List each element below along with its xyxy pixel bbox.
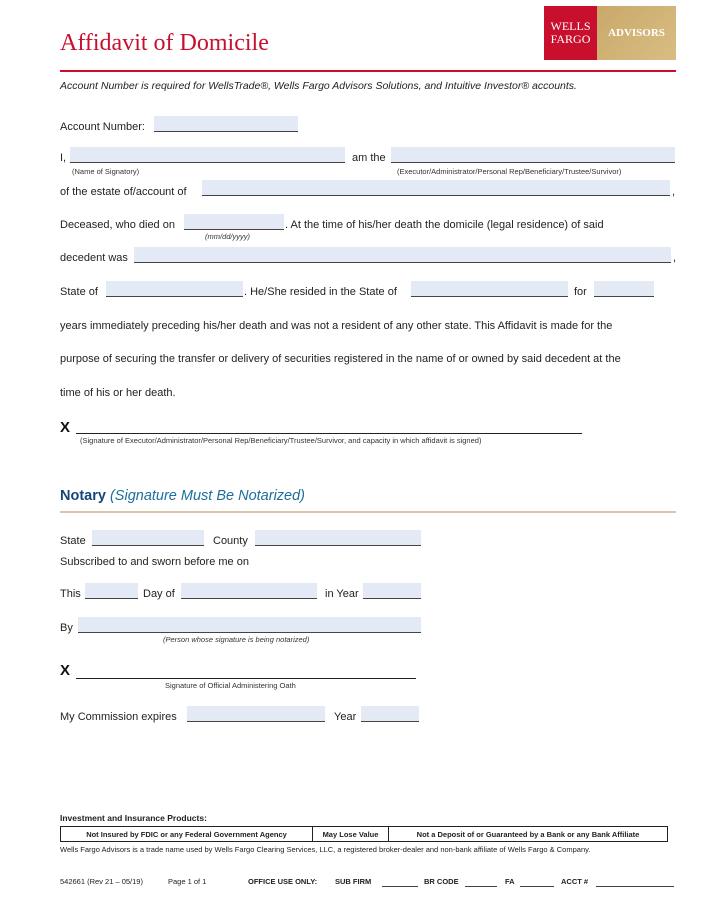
- notary-year-field[interactable]: [363, 583, 421, 599]
- estate-comma: ,: [672, 186, 676, 198]
- affidavit-text-line2: purpose of securing the transfer or delivery of securities registered in the name of or owned by said decedent at the: [60, 353, 621, 365]
- domicile-text: . At the time of his/her death the domicile (legal residence) of said: [285, 219, 604, 231]
- account-number-label: Account Number:: [60, 121, 145, 133]
- official-signature-line[interactable]: [76, 678, 416, 679]
- resided-state-field[interactable]: [411, 281, 568, 297]
- in-year-label: in Year: [325, 588, 359, 600]
- this-label: This: [60, 588, 81, 600]
- estate-label: of the estate of/account of: [60, 186, 187, 198]
- notarized-person-field[interactable]: [78, 617, 421, 633]
- signatory-name-caption: (Name of Signatory): [72, 167, 140, 176]
- commission-year-field[interactable]: [361, 706, 419, 722]
- sub-firm-field[interactable]: [382, 873, 418, 887]
- by-label: By: [60, 622, 73, 634]
- br-code-label: BR CODE: [424, 877, 459, 886]
- logo-line1: WELLS: [550, 19, 591, 33]
- decedent-comma: ,: [673, 252, 677, 264]
- deceased-label: Deceased, who died on: [60, 219, 175, 231]
- notary-heading: [60, 488, 305, 504]
- affidavit-text-line3: time of his or her death.: [60, 387, 176, 399]
- affidavit-text-line1: years immediately preceding his/her death and was not a resident of any other state. This Affidavit is made for the: [60, 320, 613, 332]
- disclosure-fdic: Not Insured by FDIC or any Federal Government Agency: [61, 827, 313, 841]
- state-of-label: State of: [60, 286, 98, 298]
- disclosure-box: [60, 826, 668, 842]
- notary-state-field[interactable]: [92, 530, 204, 546]
- date-of-death-field[interactable]: [184, 214, 284, 230]
- am-the-label: am the: [352, 152, 386, 164]
- account-number-note: Account Number is required for WellsTrade®, Wells Fargo Advisors Solutions, and Intuitive Investor® accounts.: [60, 80, 577, 92]
- person-caption: (Person whose signature is being notarized): [163, 635, 310, 644]
- years-field[interactable]: [594, 281, 654, 297]
- signatory-name-field[interactable]: [70, 147, 345, 163]
- acct-label: ACCT #: [561, 877, 589, 886]
- date-format-caption: (mm/dd/yyyy): [205, 232, 250, 241]
- account-number-field[interactable]: [154, 116, 298, 132]
- commission-expires-field[interactable]: [187, 706, 325, 722]
- official-x-mark: X: [60, 662, 71, 679]
- resided-label: . He/She resided in the State of: [244, 286, 397, 298]
- wells-fargo-advisors-logo: [544, 6, 676, 60]
- commission-label: My Commission expires: [60, 711, 177, 723]
- acct-field[interactable]: [596, 873, 674, 887]
- advisors-logo-text: ADVISORS: [597, 6, 676, 60]
- disclosure-not-deposit: Not a Deposit of or Guaranteed by a Bank or any Bank Affiliate: [416, 829, 640, 839]
- for-label: for: [574, 286, 587, 298]
- decedent-was-label: decedent was: [60, 252, 128, 264]
- state-of-field[interactable]: [106, 281, 243, 297]
- notary-heading-italic: (Signature Must Be Notarized): [109, 488, 305, 504]
- notary-month-field[interactable]: [181, 583, 317, 599]
- office-use-label: OFFICE USE ONLY:: [248, 877, 318, 886]
- sworn-label: Subscribed to and sworn before me on: [60, 556, 249, 568]
- notary-divider: [60, 511, 676, 513]
- fa-label: FA: [505, 877, 515, 886]
- decedent-domicile-field[interactable]: [134, 247, 671, 263]
- br-code-field[interactable]: [465, 873, 497, 887]
- page-number: Page 1 of 1: [168, 877, 207, 886]
- notary-county-field[interactable]: [255, 530, 421, 546]
- i-label: I,: [60, 152, 67, 164]
- logo-line2: FARGO: [550, 32, 591, 46]
- signature-x-mark: X: [60, 419, 71, 436]
- fa-field[interactable]: [520, 873, 554, 887]
- notary-day-field[interactable]: [85, 583, 138, 599]
- form-title: Affidavit of Domicile: [60, 30, 269, 56]
- commission-year-label: Year: [334, 711, 357, 723]
- disclosure-lose-value: May Lose Value: [313, 827, 389, 841]
- signature-line[interactable]: [76, 433, 582, 434]
- estate-account-field[interactable]: [202, 180, 670, 196]
- signature-caption: (Signature of Executor/Administrator/Personal Rep/Beneficiary/Trustee/Survivor, and capacity in which affidavit is signed): [80, 436, 482, 445]
- sub-firm-label: SUB FIRM: [335, 877, 372, 886]
- header-divider: [60, 70, 676, 72]
- day-of-label: Day of: [143, 588, 175, 600]
- investment-products-title: Investment and Insurance Products:: [60, 813, 207, 823]
- fine-print: Wells Fargo Advisors is a trade name used by Wells Fargo Clearing Services, LLC, a registered broker-dealer and non-bank affiliate of Wells Fargo & Company.: [60, 845, 591, 854]
- signatory-role-field[interactable]: [391, 147, 675, 163]
- signatory-role-caption: (Executor/Administrator/Personal Rep/Beneficiary/Trustee/Survivor): [397, 167, 622, 176]
- official-caption: Signature of Official Administering Oath: [165, 681, 296, 690]
- form-code: 542661 (Rev 21 – 05/19): [60, 877, 143, 886]
- notary-state-label: State: [60, 535, 86, 547]
- notary-county-label: County: [213, 535, 248, 547]
- wells-fargo-logo-mark: [544, 6, 597, 60]
- notary-heading-bold: Notary: [60, 488, 106, 504]
